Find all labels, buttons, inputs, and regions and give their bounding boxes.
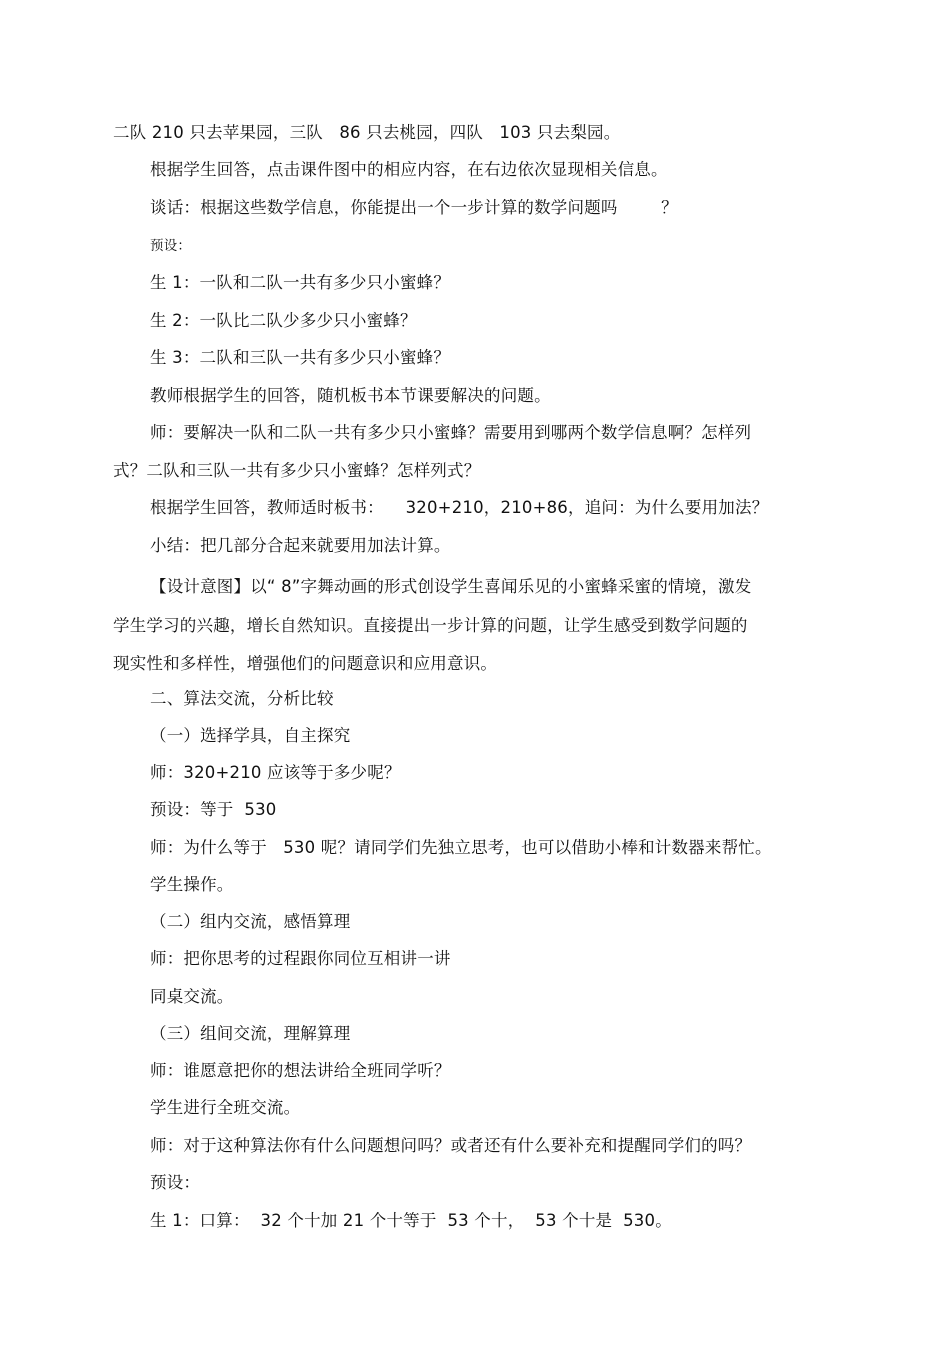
text-line-11: 根据学生回答，教师适时板书： 320+210，210+86，追问：为什么要用加法？ bbox=[150, 498, 769, 517]
text-line-24: 同桌交流。 bbox=[150, 987, 234, 1006]
text-line-12: 小结：把几部分合起来就要用加法计算。 bbox=[150, 536, 451, 555]
subsection-heading-3: （三）组间交流，理解算理 bbox=[150, 1024, 351, 1043]
text-line-29: 预设： bbox=[150, 1173, 201, 1192]
text-line-1: 二队 210 只去苹果园，三队 86 只去桃园，四队 103 只去梨园。 bbox=[113, 123, 621, 142]
subsection-heading-1: （一）选择学具，自主探究 bbox=[150, 726, 351, 745]
text-line-8: 教师根据学生的回答，随机板书本节课要解决的问题。 bbox=[150, 386, 551, 405]
text-line-20: 师：为什么等于 530 呢？请同学们先独立思考，也可以借助小棒和计数器来帮忙。 bbox=[150, 838, 772, 857]
text-line-27: 学生进行全班交流。 bbox=[150, 1098, 301, 1117]
text-line-18: 师：320+210 应该等于多少呢？ bbox=[150, 763, 401, 782]
text-line-3: 谈话：根据这些数学信息，你能提出一个一步计算的数学问题吗 ？ bbox=[150, 198, 678, 217]
text-line-23: 师：把你思考的过程跟你同位互相讲一讲 bbox=[150, 949, 451, 968]
text-line-10: 式？二队和三队一共有多少只小蜜蜂？怎样列式？ bbox=[113, 461, 481, 480]
text-line-9: 师：要解决一队和二队一共有多少只小蜜蜂？需要用到哪两个数学信息啊？怎样列 bbox=[150, 423, 752, 442]
text-line-7: 生 3：二队和三队一共有多少只小蜜蜂？ bbox=[150, 348, 451, 367]
text-line-30: 生 1：口算： 32 个十加 21 个十等于 53 个十， 53 个十是 530。 bbox=[150, 1211, 672, 1230]
text-line-13: 【设计意图】以“ 8”字舞动画的形式创设学生喜闻乐见的小蜜蜂采蜜的情境，激发 bbox=[150, 577, 752, 596]
text-line-14: 学生学习的兴趣，增长自然知识。直接提出一步计算的问题，让学生感受到数学问题的 bbox=[113, 616, 748, 635]
text-line-28: 师：对于这种算法你有什么问题想问吗？或者还有什么要补充和提醒同学们的吗？ bbox=[150, 1136, 752, 1155]
text-line-4: 预设： bbox=[150, 238, 192, 254]
section-heading-2: 二、算法交流，分析比较 bbox=[150, 689, 334, 708]
subsection-heading-2: （二）组内交流，感悟算理 bbox=[150, 912, 351, 931]
text-line-21: 学生操作。 bbox=[150, 875, 234, 894]
text-line-6: 生 2：一队比二队少多少只小蜜蜂？ bbox=[150, 311, 417, 330]
text-line-19: 预设：等于 530 bbox=[150, 800, 277, 819]
text-line-5: 生 1：一队和二队一共有多少只小蜜蜂？ bbox=[150, 273, 451, 292]
text-line-15: 现实性和多样性，增强他们的问题意识和应用意识。 bbox=[113, 654, 498, 673]
text-line-26: 师：谁愿意把你的想法讲给全班同学听？ bbox=[150, 1061, 451, 1080]
text-line-2: 根据学生回答，点击课件图中的相应内容，在右边依次显现相关信息。 bbox=[150, 160, 668, 179]
